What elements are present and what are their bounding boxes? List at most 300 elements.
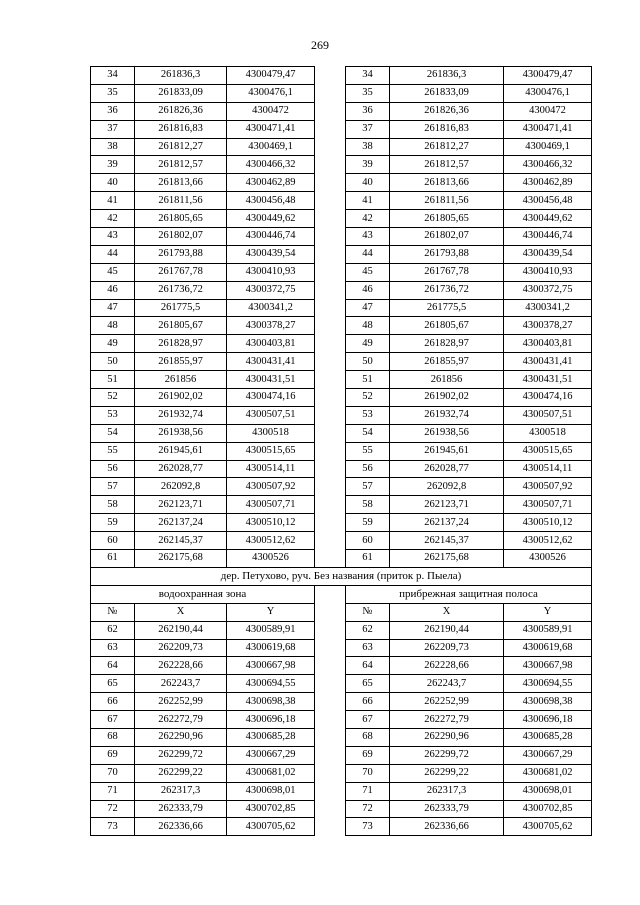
x-coordinate: 261805,67 bbox=[390, 317, 504, 335]
x-coordinate: 261802,07 bbox=[135, 228, 227, 246]
point-number: 72 bbox=[91, 800, 135, 818]
y-coordinate: 4300698,01 bbox=[504, 782, 592, 800]
point-number: 42 bbox=[346, 210, 390, 228]
y-coordinate: 4300449,62 bbox=[504, 210, 592, 228]
point-number: 35 bbox=[91, 84, 135, 102]
x-coordinate: 262317,3 bbox=[135, 782, 227, 800]
table-row bbox=[91, 818, 592, 836]
point-number: 48 bbox=[346, 317, 390, 335]
column-gap bbox=[315, 693, 346, 711]
point-number: 47 bbox=[346, 299, 390, 317]
x-coordinate: 261805,65 bbox=[390, 210, 504, 228]
point-number: 61 bbox=[91, 550, 135, 568]
table-row bbox=[91, 406, 592, 424]
point-number: 66 bbox=[91, 693, 135, 711]
y-coordinate: 4300589,91 bbox=[227, 621, 315, 639]
y-coordinate: 4300507,92 bbox=[504, 478, 592, 496]
column-gap bbox=[315, 406, 346, 424]
point-number: 40 bbox=[91, 174, 135, 192]
table-row bbox=[91, 514, 592, 532]
point-number: 60 bbox=[91, 532, 135, 550]
point-number: 71 bbox=[346, 782, 390, 800]
table-row bbox=[91, 156, 592, 174]
table-row bbox=[91, 532, 592, 550]
x-coordinate: 262145,37 bbox=[390, 532, 504, 550]
point-number: 72 bbox=[346, 800, 390, 818]
y-coordinate: 4300694,55 bbox=[504, 675, 592, 693]
point-number: 70 bbox=[346, 764, 390, 782]
x-coordinate: 261813,66 bbox=[390, 174, 504, 192]
column-gap bbox=[315, 478, 346, 496]
section2-header bbox=[91, 567, 592, 621]
y-coordinate: 4300462,89 bbox=[227, 174, 315, 192]
x-coordinate: 261736,72 bbox=[390, 281, 504, 299]
y-coordinate: 4300667,98 bbox=[227, 657, 315, 675]
y-coordinate: 4300698,38 bbox=[227, 693, 315, 711]
point-number: 59 bbox=[346, 514, 390, 532]
x-coordinate: 262190,44 bbox=[390, 621, 504, 639]
point-number: 67 bbox=[346, 711, 390, 729]
y-coordinate: 4300341,2 bbox=[227, 299, 315, 317]
x-coordinate: 262299,72 bbox=[390, 746, 504, 764]
point-number: 50 bbox=[346, 353, 390, 371]
y-coordinate: 4300667,98 bbox=[504, 657, 592, 675]
x-coordinate: 261833,09 bbox=[390, 84, 504, 102]
x-coordinate: 262209,73 bbox=[135, 639, 227, 657]
x-coordinate: 261811,56 bbox=[135, 192, 227, 210]
point-number: 60 bbox=[346, 532, 390, 550]
point-number: 45 bbox=[91, 263, 135, 281]
point-number: 51 bbox=[346, 371, 390, 389]
x-coordinate: 261826,36 bbox=[135, 102, 227, 120]
section1-body bbox=[91, 67, 592, 568]
table-row bbox=[91, 746, 592, 764]
x-coordinate: 262299,72 bbox=[135, 746, 227, 764]
x-coordinate: 262228,66 bbox=[390, 657, 504, 675]
x-coordinate: 261793,88 bbox=[135, 245, 227, 263]
point-number: 64 bbox=[346, 657, 390, 675]
table-row bbox=[91, 120, 592, 138]
table-row bbox=[91, 460, 592, 478]
header-x: X bbox=[390, 603, 504, 621]
point-number: 56 bbox=[346, 460, 390, 478]
point-number: 62 bbox=[346, 621, 390, 639]
point-number: 43 bbox=[346, 228, 390, 246]
point-number: 42 bbox=[91, 210, 135, 228]
column-gap bbox=[315, 335, 346, 353]
point-number: 64 bbox=[91, 657, 135, 675]
x-coordinate: 261932,74 bbox=[135, 406, 227, 424]
point-number: 39 bbox=[346, 156, 390, 174]
column-gap bbox=[315, 675, 346, 693]
table-row bbox=[91, 210, 592, 228]
y-coordinate: 4300705,62 bbox=[504, 818, 592, 836]
point-number: 65 bbox=[91, 675, 135, 693]
point-number: 40 bbox=[346, 174, 390, 192]
x-coordinate: 261836,3 bbox=[135, 67, 227, 85]
x-coordinate: 262317,3 bbox=[390, 782, 504, 800]
column-gap bbox=[315, 585, 346, 603]
x-coordinate: 261736,72 bbox=[135, 281, 227, 299]
point-number: 56 bbox=[91, 460, 135, 478]
point-number: 48 bbox=[91, 317, 135, 335]
y-coordinate: 4300515,65 bbox=[227, 442, 315, 460]
table-row bbox=[91, 711, 592, 729]
x-coordinate: 261812,57 bbox=[390, 156, 504, 174]
column-gap bbox=[315, 353, 346, 371]
point-number: 61 bbox=[346, 550, 390, 568]
point-number: 68 bbox=[346, 728, 390, 746]
point-number: 44 bbox=[346, 245, 390, 263]
y-coordinate: 4300526 bbox=[504, 550, 592, 568]
y-coordinate: 4300431,51 bbox=[504, 371, 592, 389]
y-coordinate: 4300449,62 bbox=[227, 210, 315, 228]
x-coordinate: 262092,8 bbox=[390, 478, 504, 496]
y-coordinate: 4300469,1 bbox=[504, 138, 592, 156]
y-coordinate: 4300372,75 bbox=[227, 281, 315, 299]
y-coordinate: 4300694,55 bbox=[227, 675, 315, 693]
x-coordinate: 261805,65 bbox=[135, 210, 227, 228]
column-gap bbox=[315, 746, 346, 764]
x-coordinate: 261775,5 bbox=[390, 299, 504, 317]
y-coordinate: 4300466,32 bbox=[504, 156, 592, 174]
point-number: 39 bbox=[91, 156, 135, 174]
y-coordinate: 4300518 bbox=[227, 424, 315, 442]
point-number: 63 bbox=[346, 639, 390, 657]
y-coordinate: 4300507,92 bbox=[227, 478, 315, 496]
x-coordinate: 262175,68 bbox=[135, 550, 227, 568]
x-coordinate: 262092,8 bbox=[135, 478, 227, 496]
section2-title: дер. Петухово, руч. Без названия (приток р. Пыела) bbox=[91, 567, 592, 585]
x-coordinate: 261816,83 bbox=[135, 120, 227, 138]
x-coordinate: 262028,77 bbox=[390, 460, 504, 478]
y-coordinate: 4300372,75 bbox=[504, 281, 592, 299]
x-coordinate: 261856 bbox=[390, 371, 504, 389]
x-coordinate: 262190,44 bbox=[135, 621, 227, 639]
x-coordinate: 261793,88 bbox=[390, 245, 504, 263]
table-row bbox=[91, 228, 592, 246]
x-coordinate: 262123,71 bbox=[390, 496, 504, 514]
x-coordinate: 261811,56 bbox=[390, 192, 504, 210]
coordinates-table bbox=[90, 66, 592, 836]
y-coordinate: 4300696,18 bbox=[504, 711, 592, 729]
column-gap bbox=[315, 263, 346, 281]
y-coordinate: 4300469,1 bbox=[227, 138, 315, 156]
column-gap bbox=[315, 281, 346, 299]
point-number: 54 bbox=[91, 424, 135, 442]
y-coordinate: 4300472 bbox=[504, 102, 592, 120]
point-number: 45 bbox=[346, 263, 390, 281]
x-coordinate: 262333,79 bbox=[135, 800, 227, 818]
x-coordinate: 262290,96 bbox=[390, 728, 504, 746]
y-coordinate: 4300410,93 bbox=[504, 263, 592, 281]
y-coordinate: 4300512,62 bbox=[227, 532, 315, 550]
point-number: 36 bbox=[91, 102, 135, 120]
y-coordinate: 4300512,62 bbox=[504, 532, 592, 550]
y-coordinate: 4300518 bbox=[504, 424, 592, 442]
point-number: 50 bbox=[91, 353, 135, 371]
table-row bbox=[91, 728, 592, 746]
x-coordinate: 262252,99 bbox=[135, 693, 227, 711]
y-coordinate: 4300698,01 bbox=[227, 782, 315, 800]
x-coordinate: 262137,24 bbox=[390, 514, 504, 532]
column-gap bbox=[315, 389, 346, 407]
table-row bbox=[91, 424, 592, 442]
y-coordinate: 4300681,02 bbox=[227, 764, 315, 782]
table-row bbox=[91, 675, 592, 693]
section2-body bbox=[91, 621, 592, 836]
point-number: 44 bbox=[91, 245, 135, 263]
point-number: 35 bbox=[346, 84, 390, 102]
point-number: 69 bbox=[346, 746, 390, 764]
point-number: 52 bbox=[346, 389, 390, 407]
table-row bbox=[91, 389, 592, 407]
column-gap bbox=[315, 84, 346, 102]
point-number: 34 bbox=[91, 67, 135, 85]
x-coordinate: 261855,97 bbox=[390, 353, 504, 371]
point-number: 57 bbox=[91, 478, 135, 496]
page-number: 269 bbox=[311, 38, 329, 52]
table-row bbox=[91, 335, 592, 353]
column-gap bbox=[315, 174, 346, 192]
point-number: 73 bbox=[346, 818, 390, 836]
x-coordinate: 261902,02 bbox=[390, 389, 504, 407]
x-coordinate: 261767,78 bbox=[390, 263, 504, 281]
header-y: Y bbox=[504, 603, 592, 621]
point-number: 52 bbox=[91, 389, 135, 407]
point-number: 53 bbox=[346, 406, 390, 424]
y-coordinate: 4300510,12 bbox=[227, 514, 315, 532]
y-coordinate: 4300410,93 bbox=[227, 263, 315, 281]
column-gap bbox=[315, 192, 346, 210]
y-coordinate: 4300456,48 bbox=[227, 192, 315, 210]
table-row bbox=[91, 102, 592, 120]
x-coordinate: 261775,5 bbox=[135, 299, 227, 317]
x-coordinate: 262028,77 bbox=[135, 460, 227, 478]
header-y: Y bbox=[227, 603, 315, 621]
x-coordinate: 261812,27 bbox=[390, 138, 504, 156]
y-coordinate: 4300479,47 bbox=[227, 67, 315, 85]
x-coordinate: 262243,7 bbox=[135, 675, 227, 693]
point-number: 37 bbox=[91, 120, 135, 138]
point-number: 36 bbox=[346, 102, 390, 120]
y-coordinate: 4300619,68 bbox=[227, 639, 315, 657]
table-row bbox=[91, 764, 592, 782]
y-coordinate: 4300403,81 bbox=[504, 335, 592, 353]
x-coordinate: 261828,97 bbox=[390, 335, 504, 353]
left-zone-label: водоохранная зона bbox=[91, 585, 315, 603]
table-row bbox=[91, 138, 592, 156]
point-number: 62 bbox=[91, 621, 135, 639]
y-coordinate: 4300681,02 bbox=[504, 764, 592, 782]
y-coordinate: 4300667,29 bbox=[504, 746, 592, 764]
point-number: 66 bbox=[346, 693, 390, 711]
point-number: 68 bbox=[91, 728, 135, 746]
column-gap bbox=[315, 138, 346, 156]
column-gap bbox=[315, 317, 346, 335]
x-coordinate: 262252,99 bbox=[390, 693, 504, 711]
point-number: 58 bbox=[91, 496, 135, 514]
point-number: 41 bbox=[91, 192, 135, 210]
y-coordinate: 4300439,54 bbox=[227, 245, 315, 263]
table-row bbox=[91, 353, 592, 371]
x-coordinate: 262175,68 bbox=[390, 550, 504, 568]
point-number: 49 bbox=[346, 335, 390, 353]
y-coordinate: 4300431,51 bbox=[227, 371, 315, 389]
point-number: 41 bbox=[346, 192, 390, 210]
y-coordinate: 4300472 bbox=[227, 102, 315, 120]
table-row bbox=[91, 192, 592, 210]
column-gap bbox=[315, 228, 346, 246]
point-number: 37 bbox=[346, 120, 390, 138]
y-coordinate: 4300619,68 bbox=[504, 639, 592, 657]
table-row bbox=[91, 371, 592, 389]
x-coordinate: 262228,66 bbox=[135, 657, 227, 675]
y-coordinate: 4300705,62 bbox=[227, 818, 315, 836]
y-coordinate: 4300667,29 bbox=[227, 746, 315, 764]
y-coordinate: 4300431,41 bbox=[227, 353, 315, 371]
header-number: № bbox=[346, 603, 390, 621]
y-coordinate: 4300446,74 bbox=[504, 228, 592, 246]
column-gap bbox=[315, 460, 346, 478]
x-coordinate: 261813,66 bbox=[135, 174, 227, 192]
x-coordinate: 262137,24 bbox=[135, 514, 227, 532]
y-coordinate: 4300479,47 bbox=[504, 67, 592, 85]
column-gap bbox=[315, 818, 346, 836]
column-gap bbox=[315, 800, 346, 818]
y-coordinate: 4300514,11 bbox=[504, 460, 592, 478]
x-coordinate: 262272,79 bbox=[135, 711, 227, 729]
x-coordinate: 262333,79 bbox=[390, 800, 504, 818]
column-gap bbox=[315, 550, 346, 568]
point-number: 53 bbox=[91, 406, 135, 424]
point-number: 46 bbox=[346, 281, 390, 299]
point-number: 34 bbox=[346, 67, 390, 85]
y-coordinate: 4300696,18 bbox=[227, 711, 315, 729]
point-number: 47 bbox=[91, 299, 135, 317]
column-gap bbox=[315, 120, 346, 138]
y-coordinate: 4300403,81 bbox=[227, 335, 315, 353]
x-coordinate: 261805,67 bbox=[135, 317, 227, 335]
point-number: 67 bbox=[91, 711, 135, 729]
x-coordinate: 262243,7 bbox=[390, 675, 504, 693]
point-number: 63 bbox=[91, 639, 135, 657]
x-coordinate: 261836,3 bbox=[390, 67, 504, 85]
x-coordinate: 261812,57 bbox=[135, 156, 227, 174]
x-coordinate: 261856 bbox=[135, 371, 227, 389]
x-coordinate: 262336,66 bbox=[390, 818, 504, 836]
x-coordinate: 261932,74 bbox=[390, 406, 504, 424]
column-gap bbox=[315, 514, 346, 532]
column-gap bbox=[315, 67, 346, 85]
table-row bbox=[91, 496, 592, 514]
point-number: 49 bbox=[91, 335, 135, 353]
column-gap bbox=[315, 711, 346, 729]
y-coordinate: 4300507,71 bbox=[227, 496, 315, 514]
column-gap bbox=[315, 639, 346, 657]
y-coordinate: 4300507,51 bbox=[227, 406, 315, 424]
table-row bbox=[91, 693, 592, 711]
y-coordinate: 4300431,41 bbox=[504, 353, 592, 371]
y-coordinate: 4300471,41 bbox=[504, 120, 592, 138]
point-number: 43 bbox=[91, 228, 135, 246]
point-number: 54 bbox=[346, 424, 390, 442]
column-gap bbox=[315, 210, 346, 228]
y-coordinate: 4300456,48 bbox=[504, 192, 592, 210]
x-coordinate: 262299,22 bbox=[390, 764, 504, 782]
y-coordinate: 4300446,74 bbox=[227, 228, 315, 246]
column-gap bbox=[315, 532, 346, 550]
y-coordinate: 4300526 bbox=[227, 550, 315, 568]
point-number: 71 bbox=[91, 782, 135, 800]
x-coordinate: 261812,27 bbox=[135, 138, 227, 156]
x-coordinate: 262272,79 bbox=[390, 711, 504, 729]
point-number: 59 bbox=[91, 514, 135, 532]
point-number: 65 bbox=[346, 675, 390, 693]
table-row bbox=[91, 621, 592, 639]
column-gap bbox=[315, 728, 346, 746]
table-row bbox=[91, 639, 592, 657]
column-gap bbox=[315, 102, 346, 120]
point-number: 38 bbox=[91, 138, 135, 156]
y-coordinate: 4300378,27 bbox=[227, 317, 315, 335]
point-number: 55 bbox=[346, 442, 390, 460]
point-number: 46 bbox=[91, 281, 135, 299]
x-coordinate: 262290,96 bbox=[135, 728, 227, 746]
y-coordinate: 4300476,1 bbox=[227, 84, 315, 102]
y-coordinate: 4300378,27 bbox=[504, 317, 592, 335]
table-row bbox=[91, 657, 592, 675]
y-coordinate: 4300702,85 bbox=[504, 800, 592, 818]
x-coordinate: 262123,71 bbox=[135, 496, 227, 514]
point-number: 70 bbox=[91, 764, 135, 782]
x-coordinate: 261902,02 bbox=[135, 389, 227, 407]
column-gap bbox=[315, 442, 346, 460]
column-gap bbox=[315, 657, 346, 675]
x-coordinate: 261938,56 bbox=[135, 424, 227, 442]
table-row bbox=[91, 263, 592, 281]
point-number: 58 bbox=[346, 496, 390, 514]
x-coordinate: 261816,83 bbox=[390, 120, 504, 138]
table-row bbox=[91, 281, 592, 299]
column-gap bbox=[315, 245, 346, 263]
table-row bbox=[91, 84, 592, 102]
header-number: № bbox=[91, 603, 135, 621]
right-zone-label: прибрежная защитная полоса bbox=[346, 585, 592, 603]
x-coordinate: 261938,56 bbox=[390, 424, 504, 442]
column-gap bbox=[315, 156, 346, 174]
table-row bbox=[91, 245, 592, 263]
column-gap bbox=[315, 496, 346, 514]
table-row bbox=[91, 174, 592, 192]
x-coordinate: 262145,37 bbox=[135, 532, 227, 550]
x-coordinate: 261767,78 bbox=[135, 263, 227, 281]
y-coordinate: 4300514,11 bbox=[227, 460, 315, 478]
y-coordinate: 4300466,32 bbox=[227, 156, 315, 174]
table-row bbox=[91, 550, 592, 568]
column-gap bbox=[315, 782, 346, 800]
y-coordinate: 4300474,16 bbox=[504, 389, 592, 407]
column-gap bbox=[315, 621, 346, 639]
x-coordinate: 261833,09 bbox=[135, 84, 227, 102]
table-row bbox=[91, 299, 592, 317]
point-number: 57 bbox=[346, 478, 390, 496]
x-coordinate: 262336,66 bbox=[135, 818, 227, 836]
y-coordinate: 4300439,54 bbox=[504, 245, 592, 263]
table-row bbox=[91, 782, 592, 800]
column-gap bbox=[315, 603, 346, 621]
x-coordinate: 261826,36 bbox=[390, 102, 504, 120]
